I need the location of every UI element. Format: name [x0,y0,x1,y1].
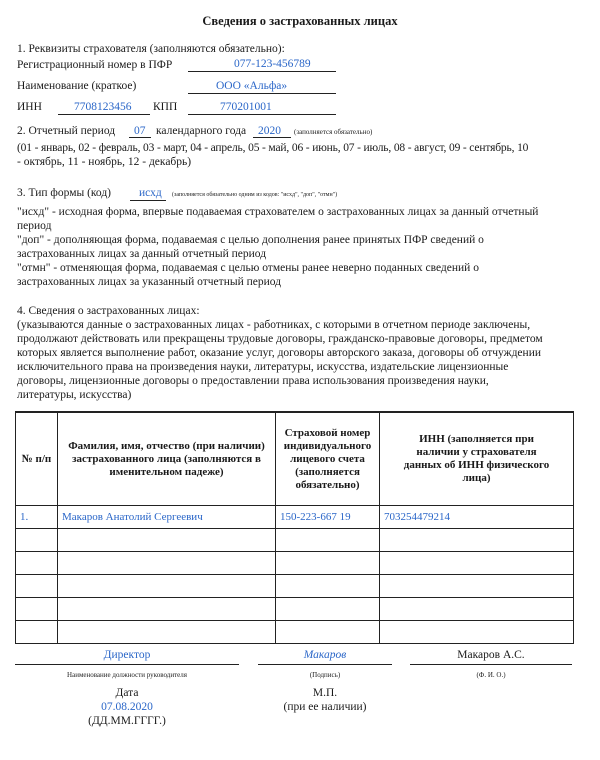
cell-number[interactable] [16,621,58,644]
section3-line: застрахованных лицах за указанный отчетный период [17,276,282,288]
section3-prefix: 3. Тип формы (код) [17,187,112,199]
section3-line: "доп" - дополняющая форма, подаваемая с целью дополнения ранее принятых ПФР сведений о [17,234,484,246]
date-label: Дата [115,687,139,699]
cell-snils[interactable] [276,598,380,621]
kpp-label: КПП [153,101,178,113]
cell-inn[interactable] [380,552,574,575]
inn-underline [58,114,150,115]
col-header-fio: Фамилия, имя, отчество (при наличии) застрахованного лица (заполняются в именительном падеже) [58,412,276,506]
inn-label: ИНН [17,101,42,113]
fio-value[interactable]: Макаров А.С. [457,649,525,661]
cell-inn[interactable] [380,575,574,598]
cell-fio[interactable] [58,575,276,598]
date-format-label: (ДД.ММ.ГГГГ.) [88,715,166,727]
org-name-label: Наименование (краткое) [17,80,137,92]
section4-heading: 4. Сведения о застрахованных лицах: [17,305,200,317]
position-value[interactable]: Директор [103,649,151,661]
table-row [16,598,574,621]
section4-line: которых является выполнение работ, оказание услуг, договоры авторского заказа, договоры об отчуждении [17,347,541,359]
col-header-inn: ИНН (заполняется при наличии у страхователя данных об ИНН физического лица) [380,412,574,506]
reg-number-value[interactable]: 077-123-456789 [234,58,311,70]
section2-middle: календарного года [156,125,247,137]
cell-snils[interactable] [276,575,380,598]
reg-number-label: Регистрационный номер в ПФР [17,59,173,71]
signature-value[interactable]: Макаров [303,649,347,661]
cell-number[interactable] [16,575,58,598]
section4-line: исключительного права на произведения науки, литературы, искусства, издательские лицензионные [17,361,509,373]
kpp-underline [188,114,336,115]
cell-fio[interactable] [58,621,276,644]
section3-line: "отмн" - отменяющая форма, подаваемая с целью отмены ранее неверно поданных сведений о [17,262,479,274]
period-underline [129,137,151,138]
cell-fio[interactable] [58,598,276,621]
year-underline [253,137,291,138]
position-label: Наименование должности руководителя [67,671,187,679]
period-value[interactable]: 07 [134,125,146,137]
cell-number[interactable]: 1. [16,506,58,529]
section3-line: период [17,220,52,232]
cell-snils[interactable]: 150-223-667 19 [276,506,380,529]
col-header-number: № п/п [16,412,58,506]
kpp-value[interactable]: 770201001 [220,101,272,113]
cell-snils[interactable] [276,621,380,644]
table-row [16,529,574,552]
form-title: Сведения о застрахованных лицах [202,14,398,28]
position-underline [15,664,239,665]
reg-number-underline [188,71,336,72]
table-header-row [16,412,574,506]
section4-line: (указываются данные о застрахованных лицах - работниках, с которыми в отчетном периоде заключены, [17,319,531,331]
fio-underline [410,664,572,665]
table-row [16,506,574,529]
months-line1: (01 - январь, 02 - февраль, 03 - март, 04 - апрель, 05 - май, 06 - июнь, 07 - июль, 08 - август, 09 - сентябрь, 10 [17,142,529,154]
section4-line: договоры, лицензионные договоры о предоставлении права использования произведения науки, [17,375,489,387]
date-value[interactable]: 07.08.2020 [101,701,153,713]
section4-line: продолжают действовать или прекращены трудовые договоры, гражданско-правовые договоры, предметом [17,333,543,345]
form-code-value[interactable]: исхд [139,187,162,199]
cell-inn[interactable] [380,598,574,621]
cell-fio[interactable] [58,529,276,552]
section1-heading: 1. Реквизиты страхователя (заполняются обязательно): [17,43,285,55]
cell-fio[interactable]: Макаров Анатолий Сергеевич [58,506,276,529]
section2-prefix: 2. Отчетный период [17,125,116,137]
fio-label: (Ф. И. О.) [476,671,506,679]
col-header-snils: Страховой номер индивидуального лицевого счета (заполняется обязательно) [276,412,380,506]
table-row [16,552,574,575]
signature-underline [258,664,392,665]
cell-snils[interactable] [276,529,380,552]
year-value[interactable]: 2020 [258,125,281,137]
cell-number[interactable] [16,598,58,621]
cell-snils[interactable] [276,552,380,575]
section3-note: (заполняется обязательно одним из кодов: "исхд", "доп", "отмн") [172,192,338,198]
inn-value[interactable]: 7708123456 [74,101,132,113]
months-line2: - октябрь, 11 - ноябрь, 12 - декабрь) [17,156,192,168]
cell-fio[interactable] [58,552,276,575]
cell-inn[interactable]: 703254479214 [380,506,574,529]
org-name-underline [188,93,336,94]
section3-line: "исхд" - исходная форма, впервые подаваемая страхователем о застрахованных лицах за данный отчетный [17,206,539,218]
insured-persons-table [15,411,574,644]
cell-inn[interactable] [380,621,574,644]
stamp-note: (при ее наличии) [283,701,367,713]
section2-note: (заполняется обязательно) [294,128,373,136]
cell-inn[interactable] [380,529,574,552]
org-name-value[interactable]: ООО «Альфа» [216,80,288,92]
signature-label: (Подпись) [309,671,341,679]
table-row [16,621,574,644]
cell-number[interactable] [16,529,58,552]
section3-line: застрахованных лицах за данный отчетный период [17,248,267,260]
form-code-underline [130,200,166,201]
cell-number[interactable] [16,552,58,575]
section4-line: литературы, искусства) [17,389,132,401]
table-row [16,575,574,598]
stamp-label: М.П. [312,687,338,699]
